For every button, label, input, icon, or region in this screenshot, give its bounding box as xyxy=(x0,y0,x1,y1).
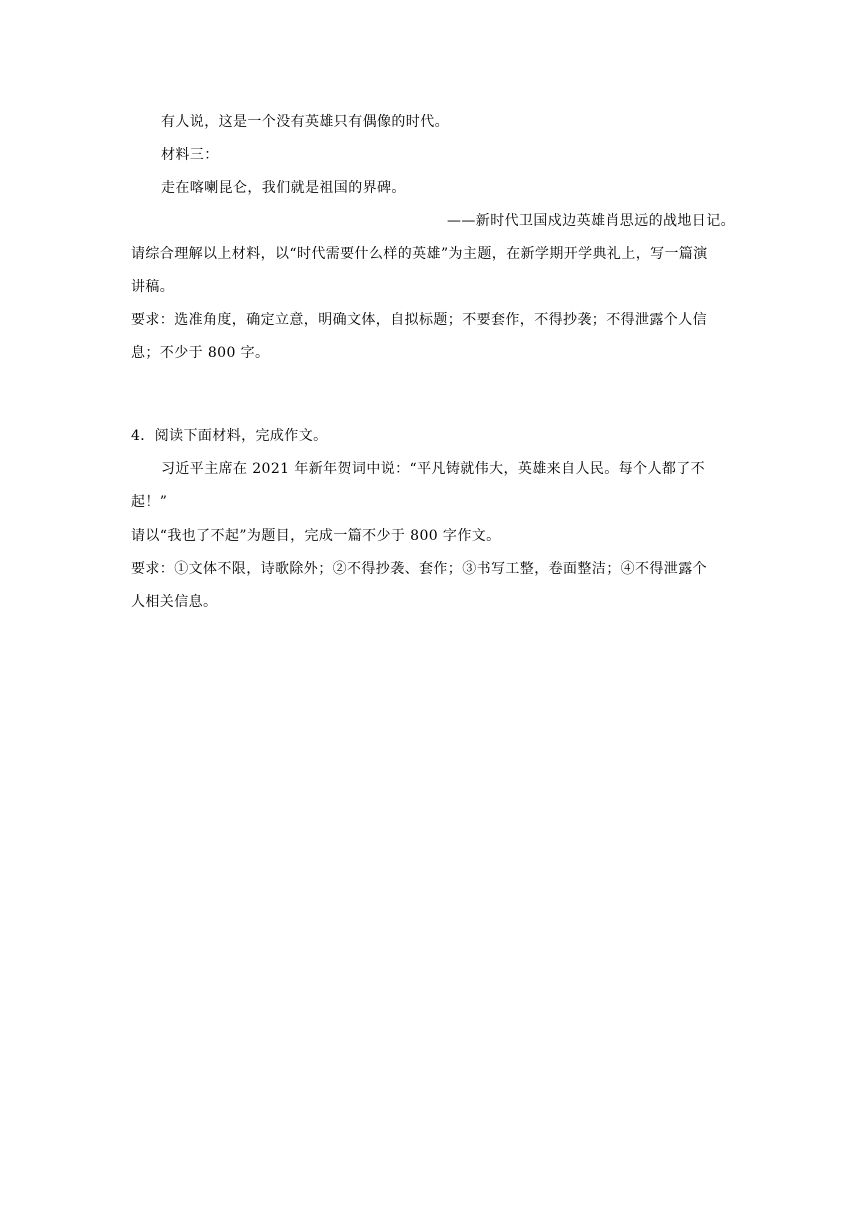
material-label: 材料三： xyxy=(161,147,219,163)
question-heading: 4．阅读下面材料，完成作文。 xyxy=(131,428,328,444)
paragraph-line: 起！” xyxy=(131,494,168,510)
requirements-line: 要求：选准角度，确定立意，明确文体，自拟标题；不要套作，不得抄袭；不得泄露个人信 xyxy=(131,312,707,328)
paragraph-line: 习近平主席在 2021 年新年贺词中说：“平凡铸就伟大，英雄来自人民。每个人都了不 xyxy=(161,461,706,477)
source-attribution: ——新时代卫国戍边英雄肖思远的战地日记。 xyxy=(447,213,735,229)
paragraph-line: 走在喀喇昆仑，我们就是祖国的界碑。 xyxy=(161,180,406,196)
prompt-line: 讲稿。 xyxy=(131,279,175,295)
requirements-line: 要求：①文体不限，诗歌除外；②不得抄袭、套作；③书写工整，卷面整洁；④不得泄露个 xyxy=(131,561,707,577)
prompt-line: 请以“我也了不起”为题目，完成一篇不少于 800 字作文。 xyxy=(131,528,501,544)
requirements-line: 息；不少于 800 字。 xyxy=(131,345,270,361)
prompt-line: 请综合理解以上材料，以“时代需要什么样的英雄”为主题，在新学期开学典礼上，写一篇演 xyxy=(131,246,708,262)
requirements-line: 人相关信息。 xyxy=(131,594,218,610)
paragraph-line: 有人说，这是一个没有英雄只有偶像的时代。 xyxy=(161,114,449,130)
